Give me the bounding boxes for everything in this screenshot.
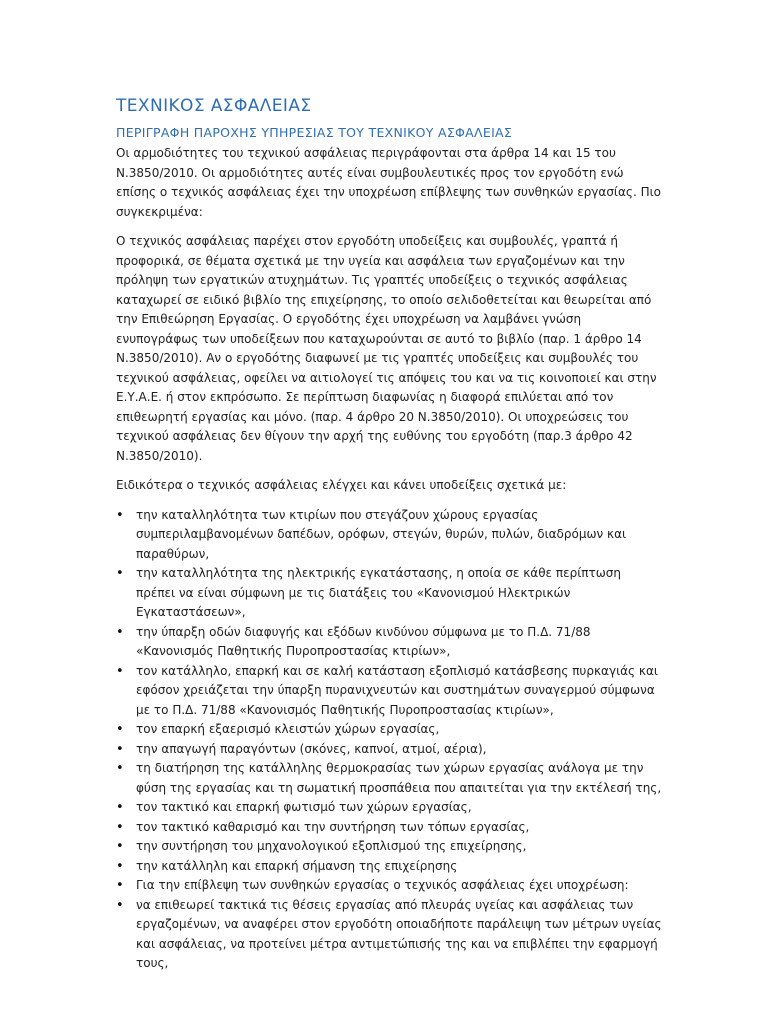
paragraph-list-intro: Ειδικότερα ο τεχνικός ασφάλειας ελέγχει και κάνει υποδείξεις σχετικά με: <box>116 478 567 492</box>
list-item: • την απαγωγή παραγόντων (σκόνες, καπνοί, ατμοί, αέρια), <box>116 740 662 760</box>
list-item: • τη διατήρηση της κατάλληλης θερμοκρασίας των χώρων εργασίας ανάλογα με την φύση της εργασίας και τη σωματική προσπάθεια που απαιτείται για την εκτέλεσή της, <box>116 759 662 798</box>
document-body <box>116 94 662 974</box>
list-item: • την κατάλληλη και επαρκή σήμανση της επιχείρησης <box>116 857 662 877</box>
list-item: • τον επαρκή εξαερισμό κλειστών χώρων εργασίας, <box>116 720 662 740</box>
list-item: • τον κατάλληλο, επαρκή και σε καλή κατάσταση εξοπλισμό κατάσβεσης πυρκαγιάς και εφόσον χρειάζεται την ύπαρξη πυρανιχνευτών και συστημάτων συναγερμού σύμφωνα με το Π.Δ. 71/88 «Κανονισμός Παθητικής Πυροπροστασίας κτιρίων», <box>116 662 662 721</box>
list-item: • την καταλληλότητα των κτιρίων που στεγάζουν χώρους εργασίας συμπεριλαμβανομένων δαπέδων, ορόφων, στεγών, θυρών, πυλών, διαδρόμων και παραθύρων, <box>116 506 662 565</box>
paragraph-duties: Ο τεχνικός ασφάλειας παρέχει στον εργοδότη υποδείξεις και συμβουλές, γραπτά ή προφορικά, σε θέματα σχετικά με την υγεία και ασφάλεια των εργαζομένων και την πρόληψη των εργατικών ατυχημάτων. Τις γραπτές υποδείξεις ο τεχνικός ασφάλειας καταχωρεί σε ειδικό βιβλίο της επιχείρησης, το οποίο σελιδοθετείται και θεωρείται από την Επιθεώρηση Εργασίας. Ο εργοδότης έχει υποχρέωση να λαμβάνει γνώση ενυπογράφως των υποδείξεων που καταχωρούνται σε αυτό το βιβλίο (παρ. 1 άρθρο 14 Ν.3850/2010). Αν ο εργοδότης διαφωνεί με τις γραπτές υποδείξεις και συμβουλές του τεχνικού ασφάλειας, οφείλει να αιτιολογεί τις απόψεις του και να τις κοινοποιεί και στην Ε.Υ.Α.Ε. ή στον εκπρόσωπο. Σε περίπτωση διαφωνίας η διαφορά επιλύεται από τον επιθεωρητή εργασίας και μόνο. (παρ. 4 άρθρο 20 Ν.3850/2010). Οι υποχρεώσεις του τεχνικού ασφάλειας δεν θίγουν την αρχή της ευθύνης του εργοδότη (παρ.3 άρθρο 42 Ν.3850/2010). <box>116 234 657 463</box>
list-item: • να επιθεωρεί τακτικά τις θέσεις εργασίας από πλευράς υγείας και ασφάλειας των εργαζομένων, να αναφέρει στον εργοδότη οποιαδήποτε παράλειψη των μέτρων υγείας και ασφάλειας, να προτείνει μέτρα αντιμετώπισής της και να επιβλέπει την εφαρμογή τους, <box>116 896 662 974</box>
list-item: • Για την επίβλεψη των συνθηκών εργασίας ο τεχνικός ασφάλειας έχει υποχρέωση: <box>116 876 662 896</box>
paragraph-intro: Οι αρμοδιότητες του τεχνικού ασφάλειας περιγράφονται στα άρθρα 14 και 15 του Ν.3850/2010. Οι αρμοδιότητες αυτές είναι συμβουλευτικές προς τον εργοδότη ενώ επίσης ο τεχνικός ασφάλειας έχει την υποχρέωση επίβλεψης των συνθηκών εργασίας. Πιο συγκεκριμένα: <box>116 146 661 219</box>
inspection-list <box>116 506 662 974</box>
document-subtitle: ΠΕΡΙΓΡΑΦΗ ΠΑΡΟΧΗΣ ΥΠΗΡΕΣΙΑΣ ΤΟΥ ΤΕΧΝΙΚΟΥ ΑΣΦΑΛΕΙΑΣ <box>116 125 513 140</box>
list-item: • την ύπαρξη οδών διαφυγής και εξόδων κινδύνου σύμφωνα με το Π.Δ. 71/88 «Κανονισμός Παθητικής Πυροπροστασίας κτιρίων», <box>116 623 662 662</box>
list-item: • τον τακτικό καθαρισμό και την συντήρηση των τόπων εργασίας, <box>116 818 662 838</box>
document-title: ΤΕΧΝΙΚΟΣ ΑΣΦΑΛΕΙΑΣ <box>116 96 312 116</box>
list-item: • τον τακτικό και επαρκή φωτισμό των χώρων εργασίας, <box>116 798 662 818</box>
list-item: • την συντήρηση του μηχανολογικού εξοπλισμού της επιχείρησης, <box>116 837 662 857</box>
list-item: • την καταλληλότητα της ηλεκτρικής εγκατάστασης, η οποία σε κάθε περίπτωση πρέπει να είναι σύμφωνη με τις διατάξεις του «Κανονισμού Ηλεκτρικών Εγκαταστάσεων», <box>116 564 662 623</box>
